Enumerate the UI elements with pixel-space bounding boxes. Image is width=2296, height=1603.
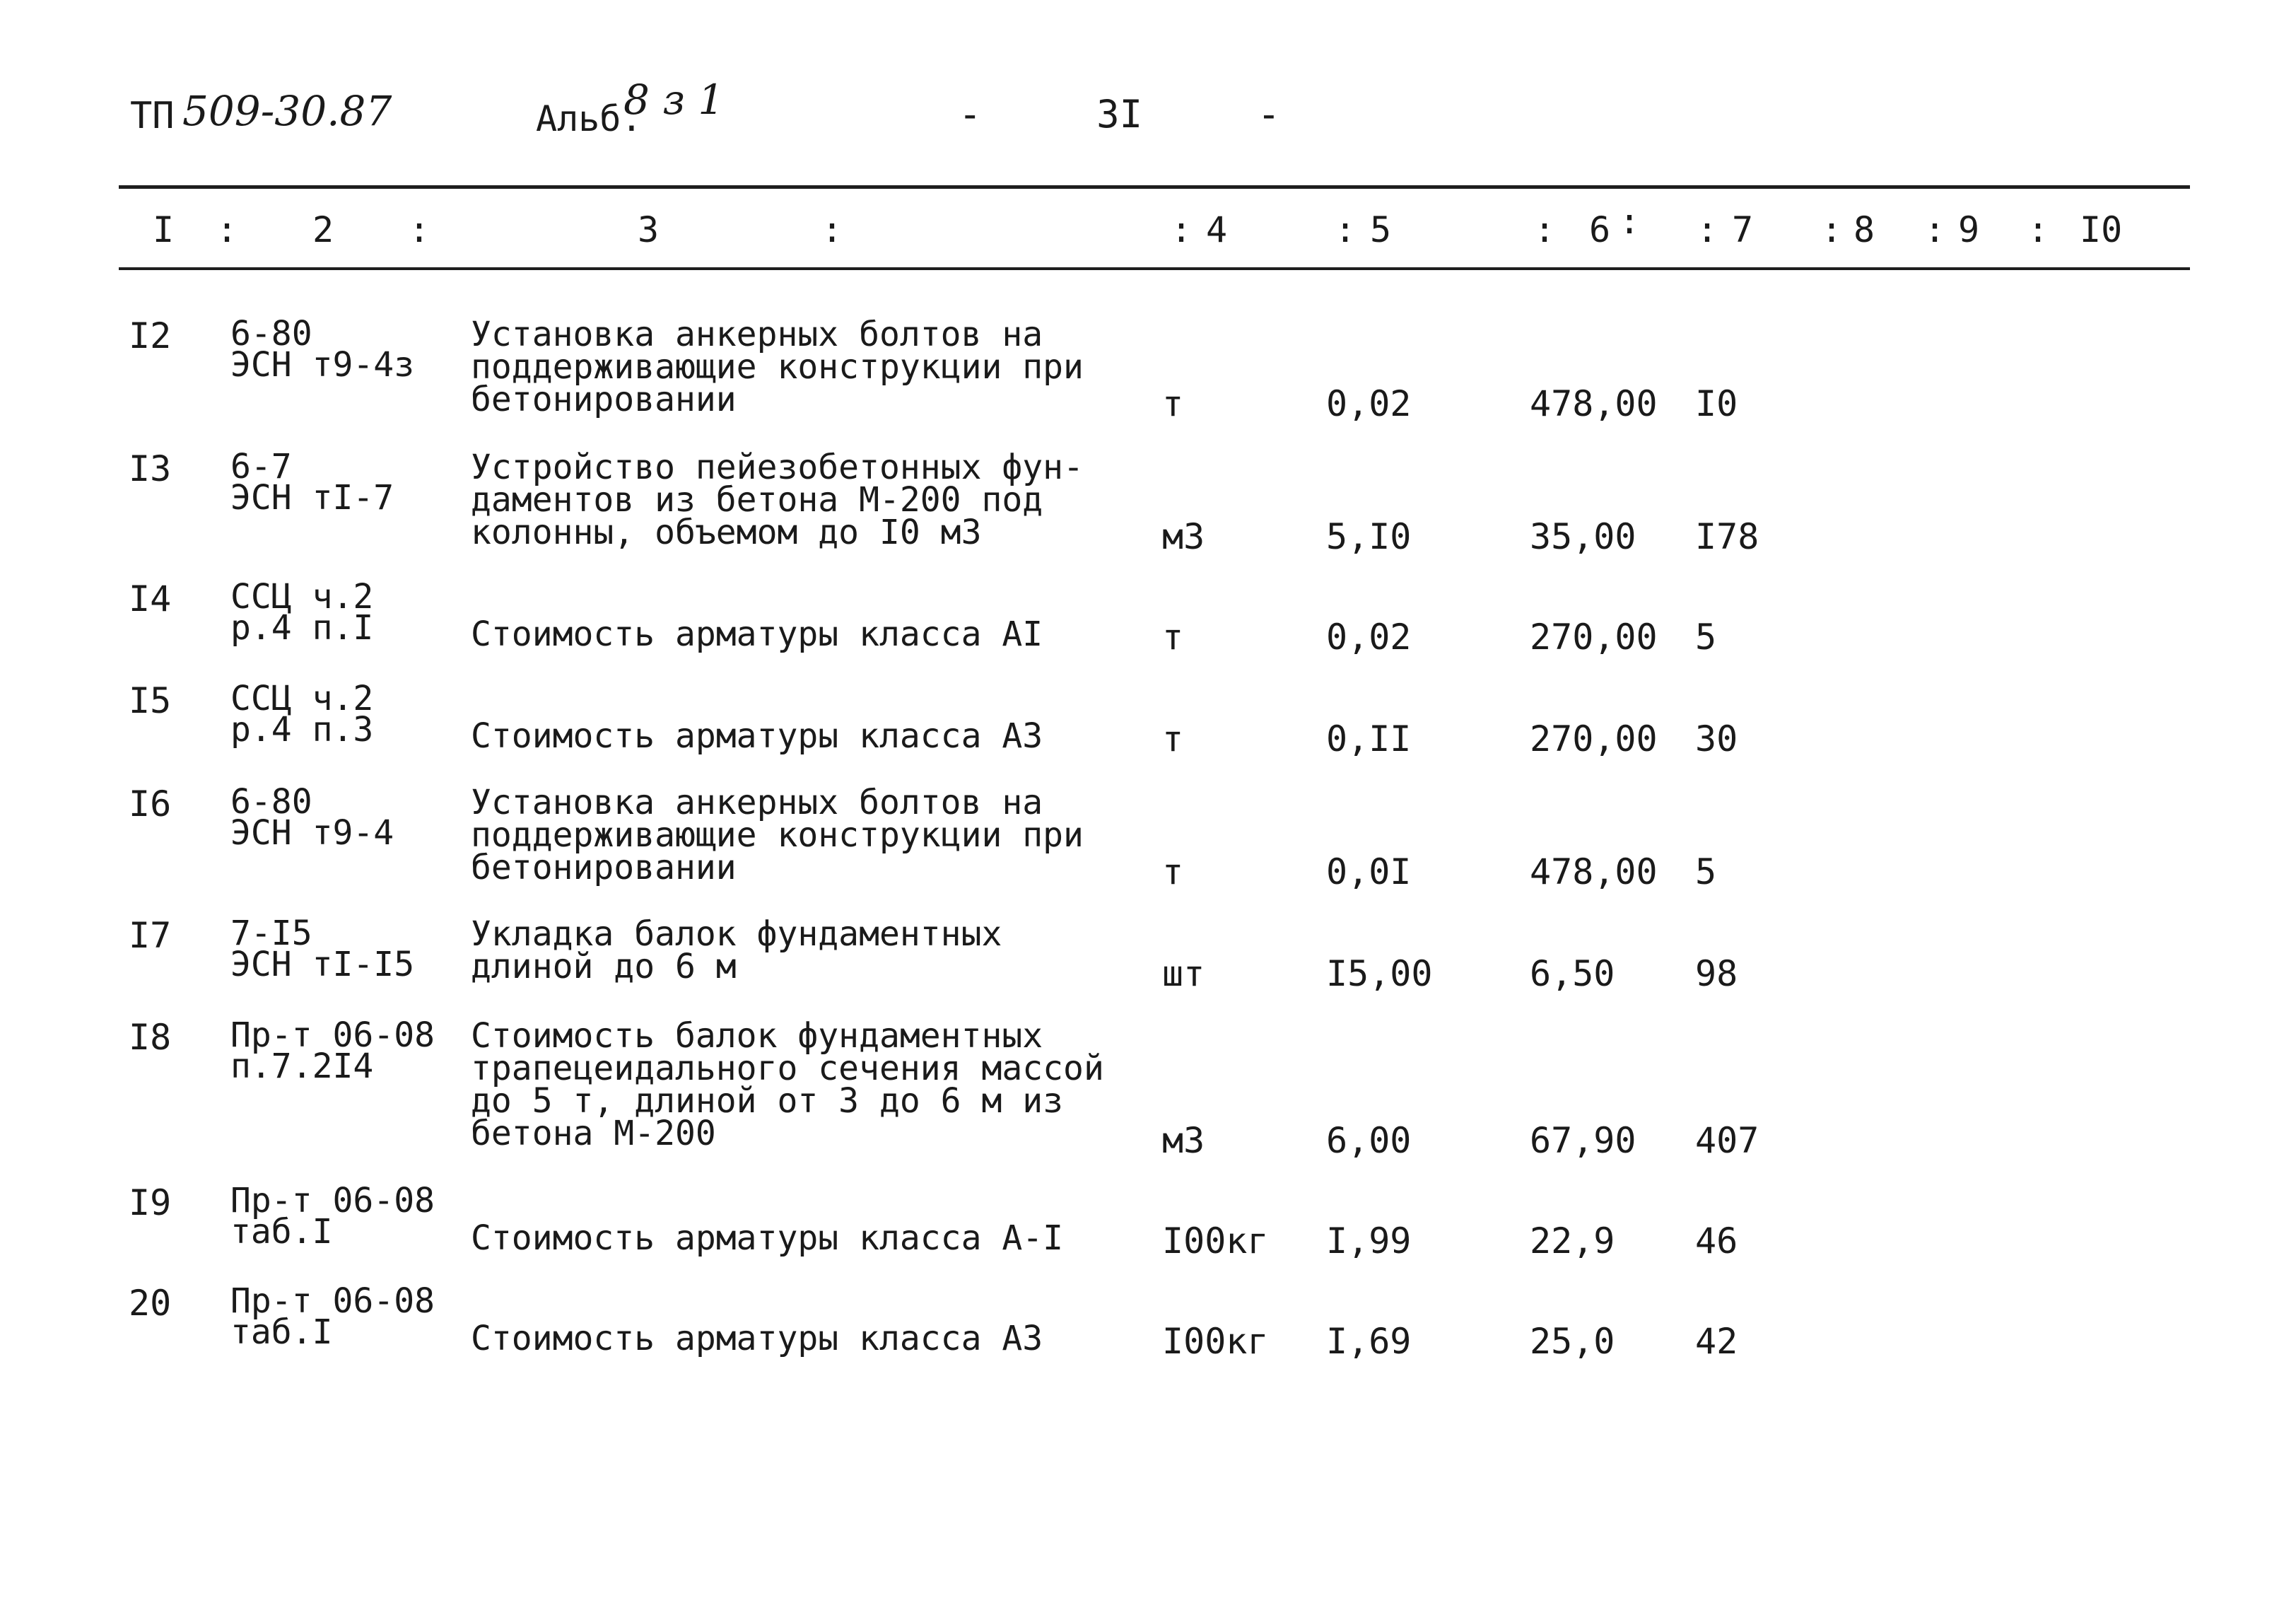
col-9-sep: :	[1924, 209, 1946, 250]
row-reference	[230, 679, 374, 750]
reference-line: 6-80	[230, 314, 312, 354]
row-reference	[230, 1181, 435, 1252]
row-unit: т	[1162, 851, 1184, 892]
description-line: трапецеидального сечения массой	[471, 1049, 1104, 1088]
row-reference	[230, 447, 394, 518]
description-line: колонны, объемом до I0 м3	[471, 513, 982, 552]
col-4-label: 4	[1206, 209, 1228, 250]
row-reference	[230, 577, 374, 648]
col-6-end-sep: :	[1619, 201, 1641, 242]
reference-line: таб.I	[230, 1212, 333, 1252]
row-total: I0	[1695, 383, 1738, 424]
row-description	[471, 716, 1043, 756]
reference-line: р.4 п.I	[230, 608, 374, 648]
description-line: Стоимость арматуры класса А3	[471, 1319, 1043, 1358]
description-line: поддерживающие конструкции при	[471, 347, 1084, 387]
row-unit: т	[1162, 718, 1184, 759]
row-unit-price: 478,00	[1530, 851, 1658, 892]
col-2-label: 2	[312, 209, 334, 250]
row-reference	[230, 314, 415, 385]
description-line: даментов из бетона М-200 под	[471, 480, 1043, 520]
page-number: - 3I -	[959, 92, 1281, 136]
row-description	[471, 914, 1002, 986]
col-7-label: 7	[1732, 209, 1754, 250]
reference-line: ССЦ ч.2	[230, 577, 374, 617]
col-1-sep: :	[216, 209, 238, 250]
row-reference	[230, 782, 394, 853]
row-unit-price: 67,90	[1530, 1120, 1636, 1161]
row-quantity: I5,00	[1326, 953, 1433, 994]
row-quantity: I,99	[1326, 1220, 1412, 1261]
row-unit-price: 270,00	[1530, 617, 1658, 658]
row-description	[471, 1218, 1064, 1258]
col-6-label: 6	[1589, 209, 1611, 250]
row-unit: I00кг	[1162, 1321, 1269, 1362]
table-top-rule	[119, 185, 2190, 189]
row-unit-price: 6,50	[1530, 953, 1615, 994]
description-line: Установка анкерных болтов на	[471, 315, 1043, 354]
album-label: Альб.	[536, 98, 643, 139]
row-unit-price: 270,00	[1530, 718, 1658, 759]
description-line: Стоимость арматуры класса А3	[471, 716, 1043, 756]
reference-line: р.4 п.3	[230, 710, 374, 750]
row-unit-price: 35,00	[1530, 516, 1636, 557]
col-6-sep: :	[1534, 209, 1556, 250]
row-unit: шт	[1162, 953, 1205, 994]
reference-line: ССЦ ч.2	[230, 679, 374, 718]
col-8-label: 8	[1853, 209, 1875, 250]
col-3-sep: :	[821, 209, 843, 250]
description-line: Стоимость балок фундаментных	[471, 1016, 1043, 1056]
row-number: I5	[129, 680, 172, 721]
row-number: I8	[129, 1017, 172, 1058]
row-total: 42	[1695, 1321, 1738, 1362]
description-line: длиной до 6 м	[471, 947, 737, 986]
row-total: 30	[1695, 718, 1738, 759]
row-total: 5	[1695, 851, 1717, 892]
col-10-label: I0	[2080, 209, 2123, 250]
row-number: I3	[129, 448, 172, 489]
row-total: 98	[1695, 953, 1738, 994]
reference-line: 7-I5	[230, 914, 312, 953]
reference-line: Пр-т 06-08	[230, 1015, 435, 1055]
description-line: Устройство пейезобетонных фун-	[471, 448, 1084, 487]
row-description	[471, 315, 1084, 419]
row-unit-price: 22,9	[1530, 1220, 1615, 1261]
row-total: I78	[1695, 516, 1759, 557]
col-4-sep: :	[1171, 209, 1193, 250]
col-7-sep: :	[1697, 209, 1718, 250]
row-description	[471, 614, 1043, 654]
description-line: бетонировании	[471, 848, 737, 887]
reference-line: Пр-т 06-08	[230, 1181, 435, 1220]
reference-line: ЭСН т9-4	[230, 813, 394, 853]
row-quantity: 5,I0	[1326, 516, 1412, 557]
col-8-sep: :	[1821, 209, 1843, 250]
row-unit: т	[1162, 617, 1184, 658]
document-code-label: ТП	[130, 95, 175, 137]
description-line: до 5 т, длиной от 3 до 6 м из	[471, 1081, 1064, 1121]
col-9-label: 9	[1958, 209, 1980, 250]
row-total: 5	[1695, 617, 1717, 658]
row-unit-price: 478,00	[1530, 383, 1658, 424]
document-code-value: 509-30.87	[182, 87, 392, 135]
row-number: I2	[129, 315, 172, 356]
reference-line: Пр-т 06-08	[230, 1281, 435, 1321]
row-quantity: 6,00	[1326, 1120, 1412, 1161]
description-line: бетонировании	[471, 380, 737, 419]
row-number: I7	[129, 915, 172, 956]
row-description	[471, 1319, 1043, 1358]
reference-line: 6-80	[230, 782, 312, 822]
row-quantity: 0,II	[1326, 718, 1412, 759]
row-description	[471, 448, 1084, 552]
description-line: Стоимость арматуры класса А-I	[471, 1218, 1064, 1258]
col-10-sep: :	[2027, 209, 2049, 250]
row-description	[471, 1016, 1104, 1153]
description-line: Укладка балок фундаментных	[471, 914, 1002, 954]
row-reference	[230, 1281, 435, 1352]
row-number: I9	[129, 1182, 172, 1223]
row-number: I6	[129, 783, 172, 824]
description-line: Установка анкерных болтов на	[471, 783, 1043, 822]
row-reference	[230, 1015, 435, 1086]
row-quantity: I,69	[1326, 1321, 1412, 1362]
description-line: поддерживающие конструкции при	[471, 815, 1084, 855]
row-total: 46	[1695, 1220, 1738, 1261]
col-1-label: I	[153, 209, 175, 250]
reference-line: п.7.2I4	[230, 1047, 374, 1086]
reference-line: ЭСН тI-7	[230, 478, 394, 518]
row-total: 407	[1695, 1120, 1759, 1161]
reference-line: ЭСН т9-4з	[230, 345, 415, 385]
row-quantity: 0,02	[1326, 383, 1412, 424]
reference-line: ЭСН тI-I5	[230, 945, 415, 984]
row-number: 20	[129, 1283, 172, 1324]
row-quantity: 0,02	[1326, 617, 1412, 658]
col-2-sep: :	[409, 209, 430, 250]
row-unit-price: 25,0	[1530, 1321, 1615, 1362]
description-line: Стоимость арматуры класса АI	[471, 614, 1043, 654]
col-5-label: 5	[1370, 209, 1392, 250]
row-description	[471, 783, 1084, 887]
col-5-sep: :	[1335, 209, 1357, 250]
row-unit: м3	[1162, 1120, 1205, 1161]
reference-line: 6-7	[230, 447, 292, 486]
row-unit: I00кг	[1162, 1220, 1269, 1261]
table-header-rule	[119, 267, 2190, 270]
row-unit: м3	[1162, 516, 1205, 557]
description-line: бетона М-200	[471, 1114, 716, 1153]
row-reference	[230, 914, 415, 984]
row-quantity: 0,0I	[1326, 851, 1412, 892]
row-number: I4	[129, 578, 172, 619]
row-unit: т	[1162, 383, 1184, 424]
reference-line: таб.I	[230, 1312, 333, 1352]
col-3-label: 3	[638, 209, 660, 250]
album-value: 8 з 1	[623, 76, 725, 124]
